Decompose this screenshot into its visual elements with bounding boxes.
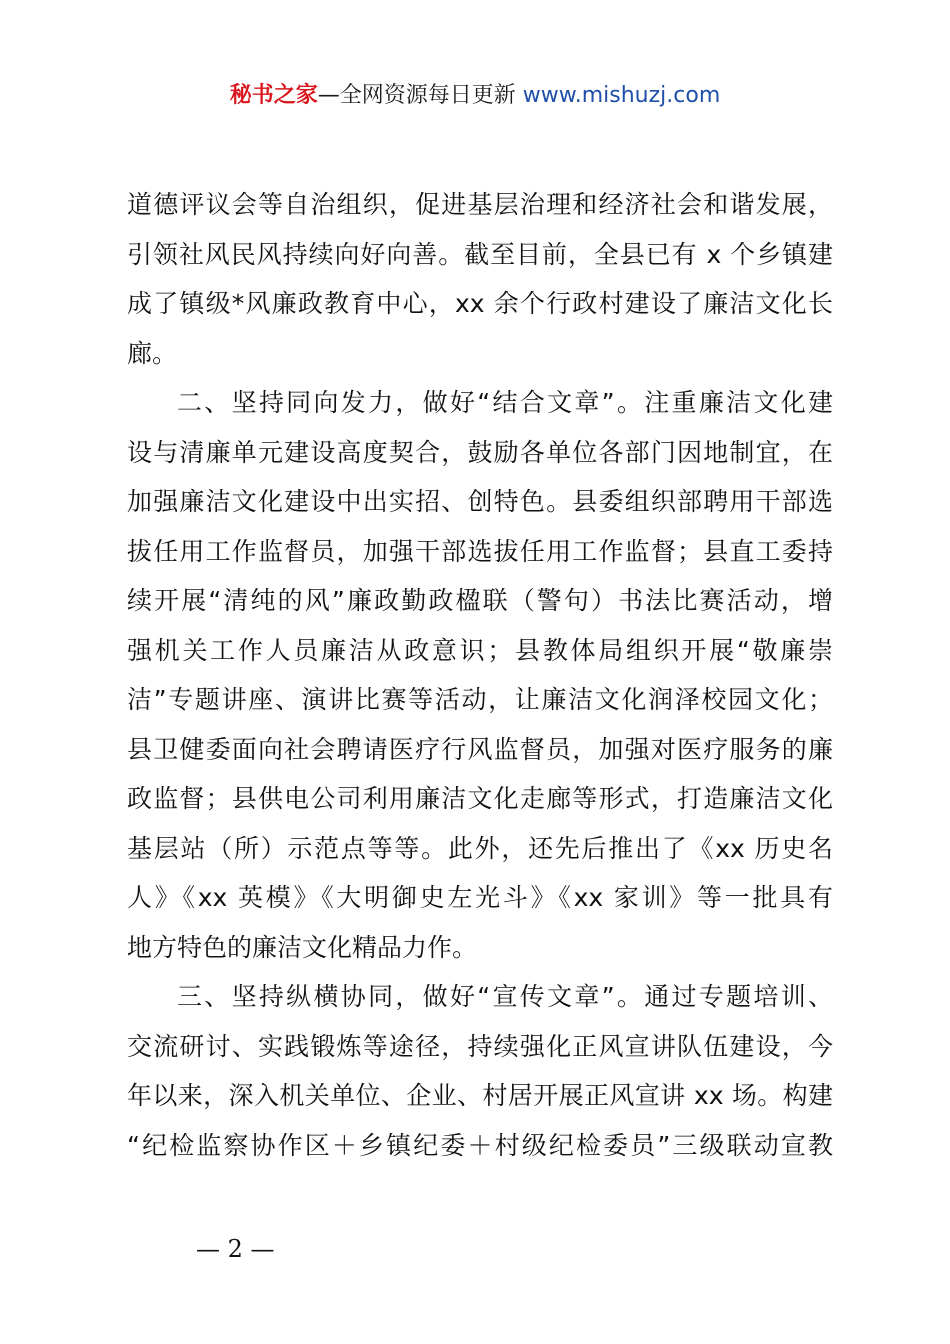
text-line: 拔任用工作监督员，加强干部选拔任用工作监督；县直工委持 bbox=[127, 536, 833, 566]
text-line: “纪检监察协作区＋乡镇纪委＋村级纪检委员”三级联动宣教 bbox=[127, 1130, 833, 1160]
header-site: www.mishuzj.com bbox=[522, 83, 721, 108]
text-line: 引领社风民风持续向好向善。截至目前，全县已有 x 个乡镇建 bbox=[127, 239, 833, 269]
text-line: 洁”专题讲座、演讲比赛等活动，让廉洁文化润泽校园文化； bbox=[127, 685, 833, 714]
paragraph bbox=[127, 180, 833, 378]
text-line: 廊。 bbox=[127, 338, 178, 368]
text-line: 人》《xx 英模》《大明御史左光斗》《xx 家训》等一批具有 bbox=[127, 883, 833, 912]
text-line: 县卫健委面向社会聘请医疗行风监督员，加强对医疗服务的廉 bbox=[127, 734, 833, 764]
paragraph bbox=[127, 378, 833, 972]
paragraph bbox=[127, 972, 833, 1170]
page-number: — 2 — bbox=[196, 1235, 275, 1263]
page-header bbox=[0, 80, 950, 112]
text-line: 续开展“清纯的风”廉政勤政楹联（警句）书法比赛活动，增 bbox=[127, 586, 833, 615]
text-line: 交流研讨、实践锻炼等途径，持续强化正风宣讲队伍建设，今 bbox=[127, 1031, 833, 1061]
header-tagline: —全网资源每日更新 bbox=[317, 83, 516, 108]
text-line: 强机关工作人员廉洁从政意识；县教体局组织开展“敬廉崇 bbox=[127, 635, 833, 665]
header-brand: 秘书之家 bbox=[229, 83, 318, 108]
text-line: 二、坚持同向发力，做好“结合文章”。注重廉洁文化建 bbox=[177, 388, 833, 417]
text-line: 成了镇级*风廉政教育中心，xx 余个行政村建设了廉洁文化长 bbox=[127, 289, 833, 318]
text-line: 设与清廉单元建设高度契合，鼓励各单位各部门因地制宜，在 bbox=[127, 437, 833, 467]
text-line: 年以来，深入机关单位、企业、村居开展正风宣讲 xx 场。构建 bbox=[127, 1081, 833, 1110]
text-line: 政监督；县供电公司利用廉洁文化走廊等形式，打造廉洁文化 bbox=[127, 784, 833, 813]
text-line: 三、坚持纵横协同，做好“宣传文章”。通过专题培训、 bbox=[177, 982, 833, 1011]
document-body bbox=[127, 180, 833, 1170]
text-line: 基层站（所）示范点等等。此外，还先后推出了《xx 历史名 bbox=[127, 833, 833, 863]
text-line: 加强廉洁文化建设中出实招、创特色。县委组织部聘用干部选 bbox=[127, 487, 833, 516]
text-line: 地方特色的廉洁文化精品力作。 bbox=[127, 932, 478, 962]
text-line: 道德评议会等自治组织，促进基层治理和经济社会和谐发展， bbox=[127, 190, 833, 219]
